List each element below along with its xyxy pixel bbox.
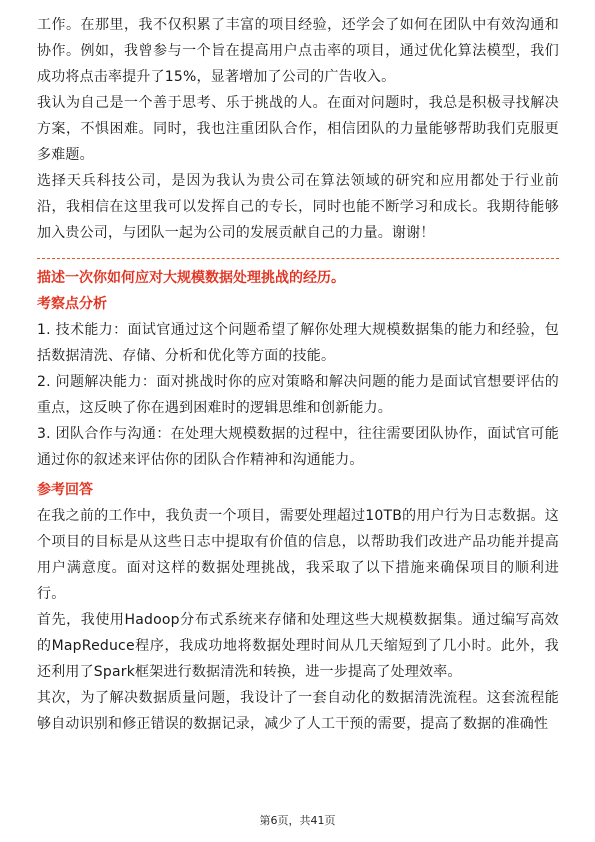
intro-paragraph-3: 选择天兵科技公司，是因为我认为贵公司在算法领域的研究和应用都处于行业前沿，我相信在这里我可以发挥自己的专长，同时也能不断学习和成长。我期待能够加入贵公司，与团队一起为公司的发展贡献自己的力量。谢谢！ <box>37 173 559 241</box>
intro-paragraph-2: 我认为自己是一个善于思考、乐于挑战的人。在面对问题时，我总是积极寻找解决方案，不惧困难。同时，我也注重团队合作，相信团队的力量能够帮助我们克服更多难题。 <box>37 95 559 163</box>
analysis-item-1: 1. 技术能力：面试官通过这个问题希望了解你处理大规模数据集的能力和经验，包括数据清洗、存储、分析和优化等方面的技能。 <box>37 322 559 364</box>
intro-paragraph-1: 工作。在那里，我不仅积累了丰富的项目经验，还学会了如何在团队中有效沟通和协作。例如，我曾参与一个旨在提高用户点击率的项目，通过优化算法模型，我们成功将点击率提升了15%，显著增加了公司的广告收入。 <box>37 17 559 85</box>
answer-title: 参考回答 <box>37 482 93 498</box>
answer-paragraph-1: 在我之前的工作中，我负责一个项目，需要处理超过10TB的用户行为日志数据。这个项目的目标是从这些日志中提取有价值的信息，以帮助我们改进产品功能并提高用户满意度。面对这样的数据处理挑战，我采取了以下措施来确保项目的顺利进行。 <box>37 508 559 602</box>
analysis-item-3: 3. 团队合作与沟通：在处理大规模数据的过程中，往往需要团队协作，面试官可能通过你的叙述来评估你的团队合作精神和沟通能力。 <box>37 426 559 468</box>
document-page <box>37 12 559 737</box>
page-number: 第6页，共41页 <box>259 814 336 827</box>
analysis-item-2: 2. 问题解决能力：面对挑战时你的应对策略和解决问题的能力是面试官想要评估的重点，这反映了你在遇到困难时的逻辑思维和创新能力。 <box>37 374 559 416</box>
analysis-title: 考察点分析 <box>37 296 107 312</box>
answer-paragraph-2: 首先，我使用Hadoop分布式系统来存储和处理这些大规模数据集。通过编写高效的MapReduce程序，我成功地将数据处理时间从几天缩短到了几小时。此外，我还利用了Spark框架进行数据清洗和转换，进一步提高了处理效率。 <box>37 612 559 680</box>
section-divider <box>37 258 559 259</box>
answer-paragraph-3: 其次，为了解决数据质量问题，我设计了一套自动化的数据清洗流程。这套流程能够自动识别和修正错误的数据记录，减少了人工干预的需要，提高了数据的准确性 <box>37 690 559 732</box>
question-heading: 描述一次你如何应对大规模数据处理挑战的经历。 <box>37 270 345 286</box>
